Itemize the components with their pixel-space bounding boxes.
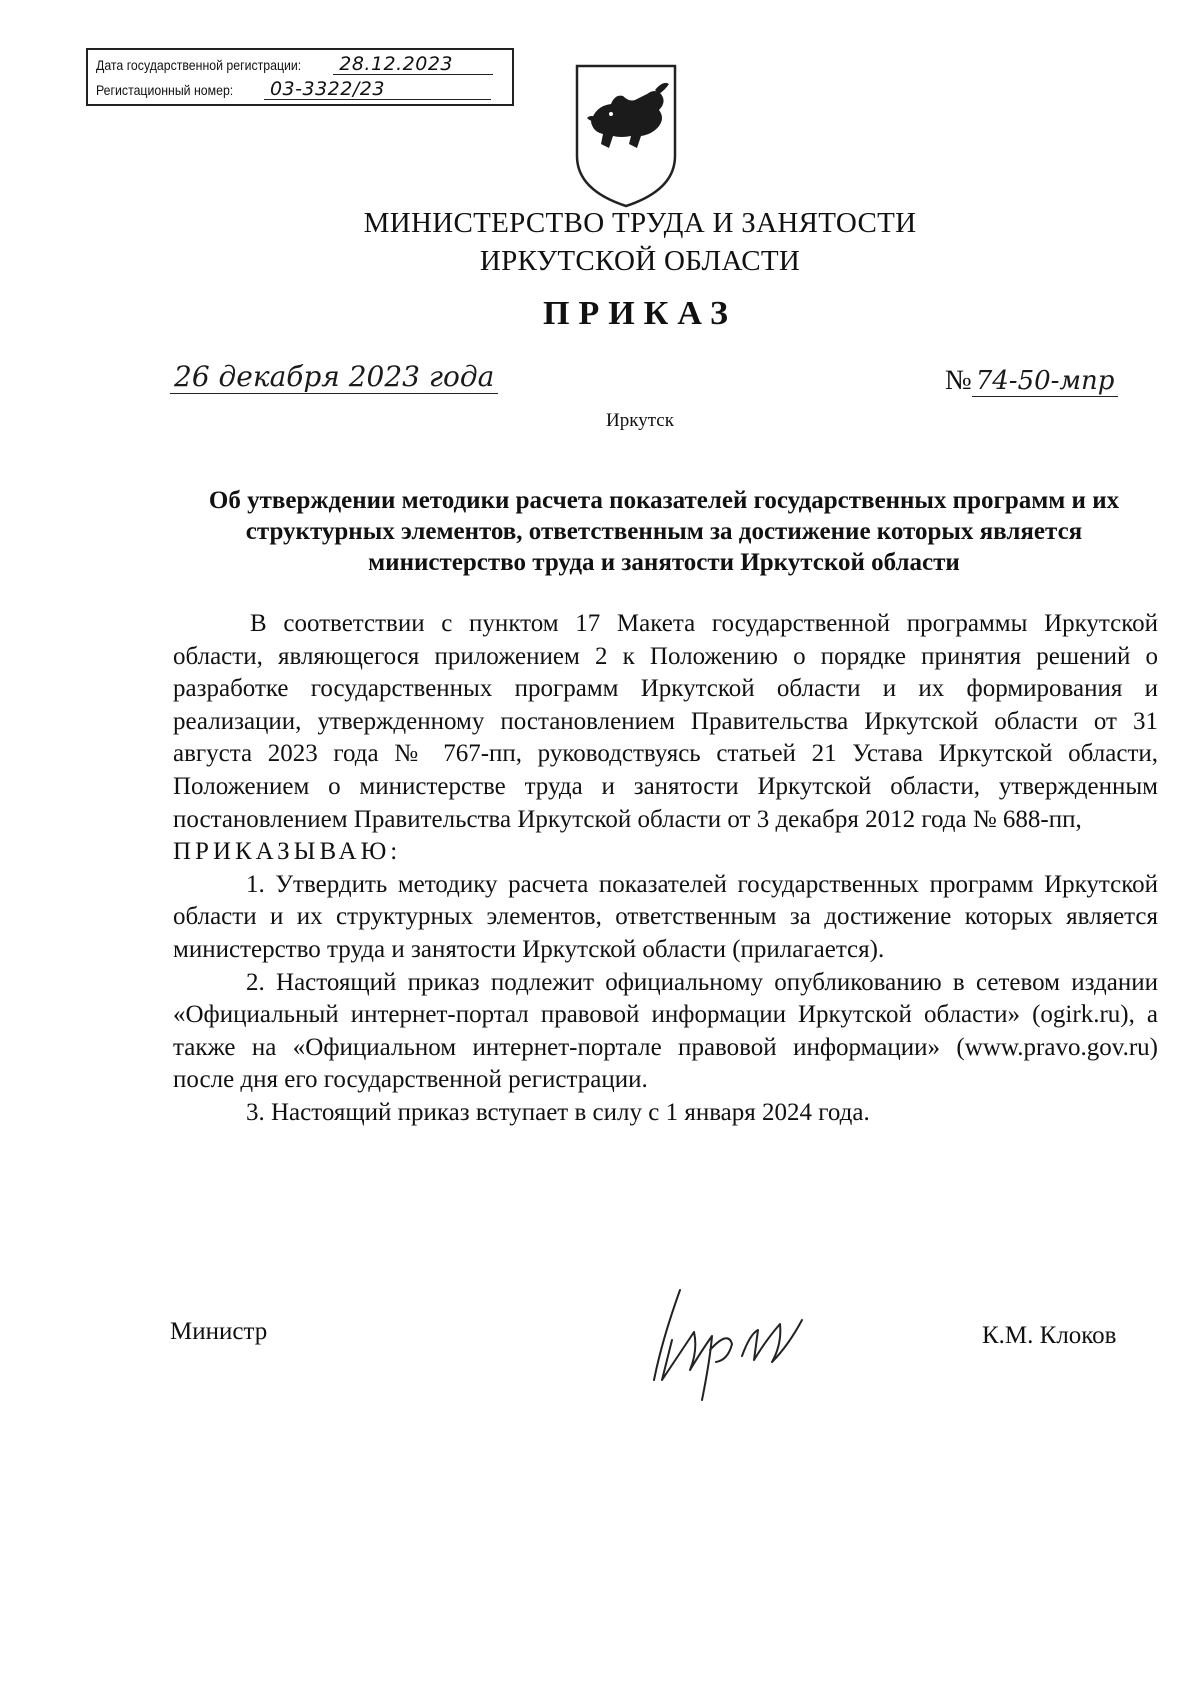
registration-date-label: Дата государственной регистрации: [96,57,302,73]
registration-number-row [96,78,504,103]
document-type-title: ПРИКАЗ [543,295,737,332]
order-item-3: 3. Настоящий приказ вступает в силу с 1 января 2024 года. [246,1098,870,1126]
order-item-1: 1. Утвердить методику расчета показателей государственных программ Иркутской области и их структурных элементов, ответственным за достижение которых является министерство труда и занятости Иркутской области (прилагается). [173,870,1158,963]
city-name: Иркутск [606,410,674,431]
signatory-name: К.М. Клоков [982,1322,1117,1349]
order-item-2: 2. Настоящий приказ подлежит официальному опубликованию в сетевом издании «Официальный интернет-портал правовой информации Иркутской области» (ogirk.ru), а также на «Официальном интернет-портале правовой информации» (www.pravo.gov.ru) после дня его государственной регистрации. [173,968,1158,1094]
ministry-name-line2: ИРКУТСКОЙ ОБЛАСТИ [479,245,801,277]
order-number-prefix: № [945,365,972,396]
registration-date-row [96,53,504,78]
irkutsk-coat-of-arms-icon [571,60,681,210]
handwritten-signature [632,1280,832,1410]
order-number-handwritten: 74-50-мпр [972,366,1119,397]
order-number [945,365,1118,397]
order-keyword: ПРИКАЗЫВАЮ: [173,838,402,866]
registration-number-label: Регистационный номер: [96,82,234,98]
order-body [173,608,1158,1130]
signatory-position: Министр [170,1318,268,1345]
order-date-handwritten: 26 декабря 2023 года [170,360,498,394]
registration-number-value: 03-3322/23 [264,79,491,100]
order-subject: Об утверждении методики расчета показателей государственных программ и их структурных элементов, ответственным за достижение которых является министерство труда и занятости Иркутской области [208,487,1120,576]
preamble-paragraph: В соответствии с пунктом 17 Макета государственной программы Иркутской области, являющегося приложением 2 к Положению о порядке принятия решений о разработке государственных программ Иркутской области и их формирования и реализации, утвержденному постановлением Правительства Иркутской области от 31 августа 2023 года № 767-пп, руководствуясь статьей 21 Устава Иркутской области, Положением о министерстве труда и занятости Иркутской области, утвержденным постановлением Правительства Иркутской области от 3 декабря 2012 года № 688-пп, [173,610,1158,833]
ministry-name-line1: МИНИСТЕРСТВО ТРУДА И ЗАНЯТОСТИ [363,207,917,239]
registration-date-value: 28.12.2023 [333,54,493,75]
registration-stamp [86,48,514,106]
